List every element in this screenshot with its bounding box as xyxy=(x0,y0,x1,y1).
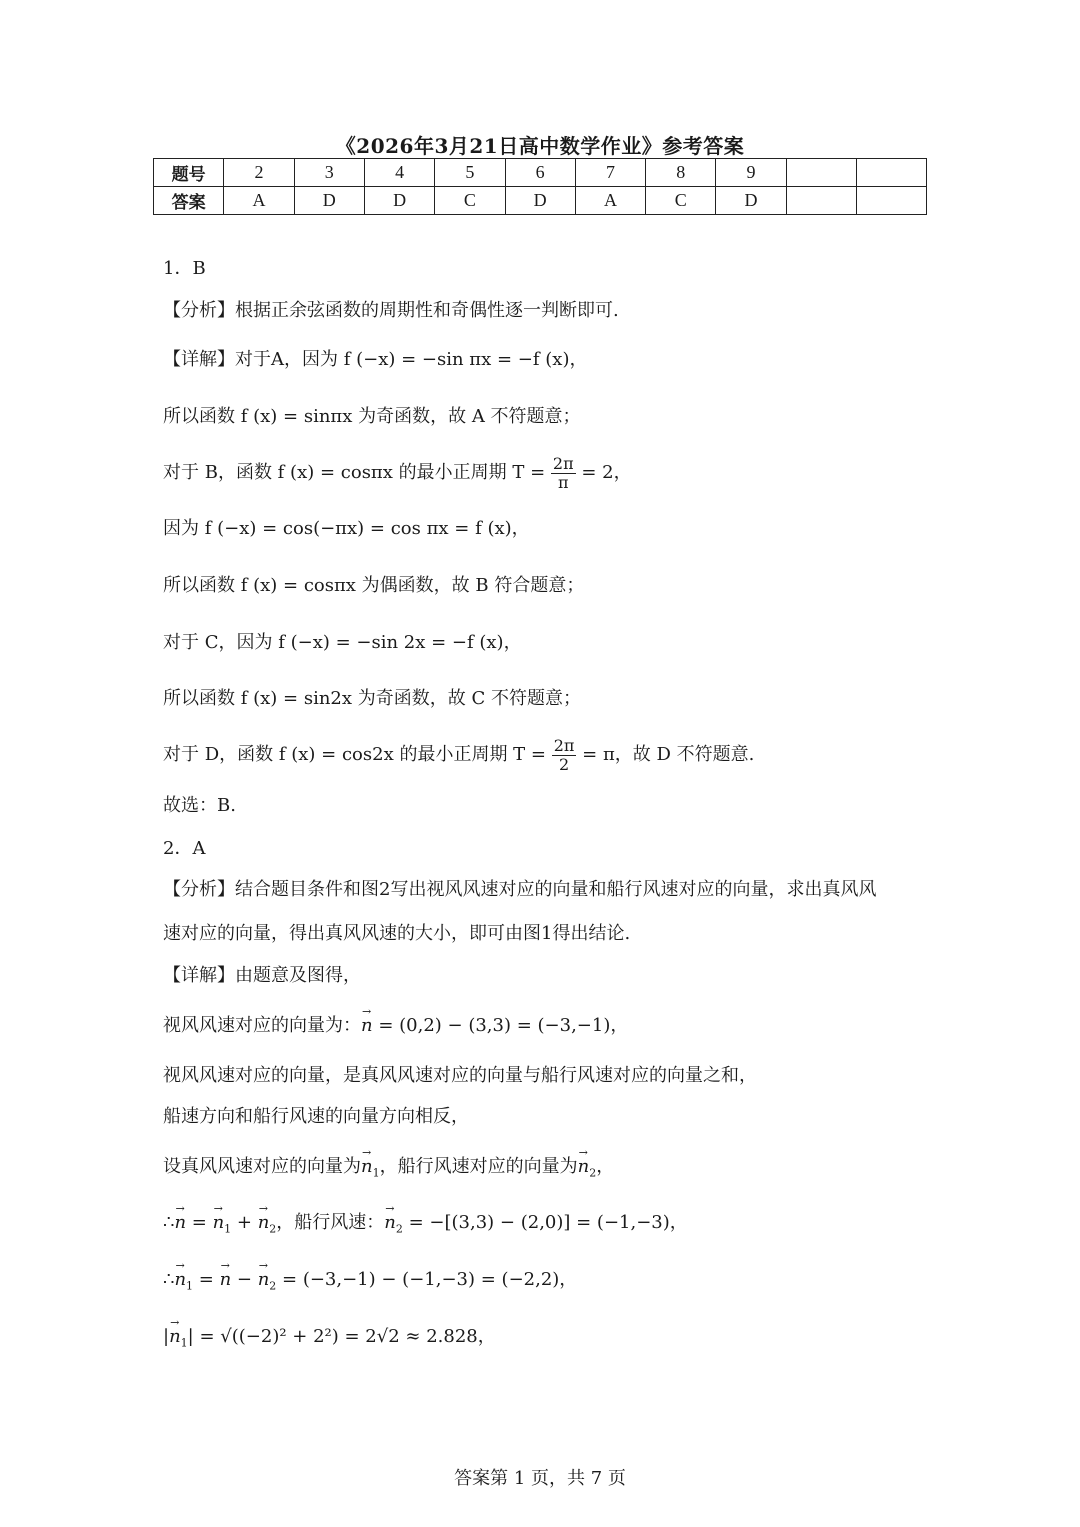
q1-detail-c: 对于 C，因为 f (−x) = −sin 2x = −f (x)， xyxy=(163,632,522,653)
denominator: π xyxy=(558,472,569,492)
numerator: 2π xyxy=(552,453,574,473)
text: 对于 D，函数 f (x) = cos2x 的最小正周期 T = xyxy=(163,744,546,765)
vector-letter: n xyxy=(361,1156,373,1177)
q1-period-d xyxy=(163,735,754,775)
vector-letter: n xyxy=(577,1156,590,1177)
table-cell: C xyxy=(646,187,716,215)
q2-answer: 2．A xyxy=(163,838,206,859)
row-header-number: 题号 xyxy=(154,159,224,187)
vector-n: → n xyxy=(361,1013,373,1039)
table-cell: 3 xyxy=(294,159,364,187)
q2-analysis-line-2: 速对应的向量，得出真风风速的大小，即可由图1得出结论. xyxy=(163,923,631,944)
text: = π，故 D 不符题意. xyxy=(582,744,755,765)
vector-n2 xyxy=(258,1267,277,1300)
table-cell: 4 xyxy=(364,159,434,187)
subscript: 1 xyxy=(372,1166,380,1180)
subscript: 2 xyxy=(395,1222,403,1236)
vector-letter: n xyxy=(169,1326,181,1347)
answer-table xyxy=(153,158,927,215)
fraction xyxy=(551,455,576,492)
vector-letter: n xyxy=(174,1269,187,1290)
table-cell xyxy=(786,159,856,187)
vector-letter: n xyxy=(257,1212,270,1233)
fraction xyxy=(552,737,577,774)
table-row xyxy=(154,187,927,215)
text: = (−3,−1) − (−1,−3) = (−2,2)， xyxy=(276,1269,578,1290)
text: = (0,2) − (3,3) = (−3,−1)， xyxy=(372,1015,629,1036)
table-cell: D xyxy=(364,187,434,215)
vector-letter: n xyxy=(212,1212,225,1233)
table-cell xyxy=(856,159,926,187)
table-cell: D xyxy=(505,187,575,215)
q2-line-1 xyxy=(163,1013,628,1039)
text: ∴ xyxy=(163,1212,175,1233)
text: = 2， xyxy=(581,462,632,483)
text: 设真风风速对应的向量为 xyxy=(163,1156,361,1177)
subscript: 2 xyxy=(269,1279,277,1293)
q2-line-3: 船速方向和船行风速的向量方向相反， xyxy=(163,1106,469,1127)
vector-n1 xyxy=(174,1267,193,1300)
text: 对于 B，函数 f (x) = cosπx 的最小正周期 T = xyxy=(163,462,546,483)
table-cell: D xyxy=(716,187,786,215)
table-cell: A xyxy=(224,187,294,215)
q2-detail: 【详解】由题意及图得， xyxy=(163,965,361,986)
vector-n2 xyxy=(384,1210,403,1243)
table-cell: A xyxy=(575,187,645,215)
vector-letter: n xyxy=(384,1212,396,1233)
table-cell: 7 xyxy=(575,159,645,187)
text: 视风风速对应的向量为： xyxy=(163,1015,361,1036)
q1-conclusion-b: 所以函数 f (x) = cosπx 为偶函数，故 B 符合题意； xyxy=(163,575,585,596)
vector-n: → n xyxy=(220,1267,232,1293)
text: ∴ xyxy=(163,1269,175,1290)
table-cell: 5 xyxy=(435,159,505,187)
subscript: 1 xyxy=(224,1222,232,1236)
q2-line-5: ∴→ n = → $n_1$ + → $n_2$，船行风速：→ $n_2 = -[(3,3) - (2,0)] = (-1,-3)$， xyxy=(163,1210,688,1243)
text: = −[(3,3) − (2,0)] = (−1,−3)， xyxy=(402,1212,688,1233)
q1-choice: 故选：B. xyxy=(163,795,236,816)
table-cell: 8 xyxy=(646,159,716,187)
vector-n1 xyxy=(361,1154,380,1187)
subscript: 2 xyxy=(269,1222,277,1236)
table-cell: 9 xyxy=(716,159,786,187)
page-footer: 答案第 1 页，共 7 页 xyxy=(454,1468,626,1489)
q1-even-b: 因为 f (−x) = cos(−πx) = cos πx = f (x)， xyxy=(163,518,530,539)
vector-n1 xyxy=(169,1324,188,1357)
table-row xyxy=(154,159,927,187)
vector-n1 xyxy=(213,1210,232,1243)
text: ，船行风速对应的向量为 xyxy=(379,1156,578,1177)
table-cell: C xyxy=(435,187,505,215)
vector-n: → n xyxy=(174,1210,186,1236)
table-cell: 2 xyxy=(224,159,294,187)
q2-line-6: ∴→ $n_1$ = → n − → $n_2 = (-3,-1) - (-1,-3) = (-2,2)$， xyxy=(163,1267,577,1300)
text: ， xyxy=(596,1156,615,1177)
q1-period-b xyxy=(163,453,632,493)
vector-letter: n xyxy=(257,1269,270,1290)
q2-analysis-line-1: 【分析】结合题目条件和图2写出视风风速对应的向量和船行风速对应的向量，求出真风风 xyxy=(163,879,877,900)
table-cell xyxy=(786,187,856,215)
table-cell xyxy=(856,187,926,215)
table-cell: D xyxy=(294,187,364,215)
subscript: 1 xyxy=(180,1336,188,1350)
text: = √((−2)² + 2²) = 2√2 ≈ 2.828， xyxy=(193,1326,496,1347)
row-header-answer: 答案 xyxy=(154,187,224,215)
q1-conclusion-c: 所以函数 f (x) = sin2x 为奇函数，故 C 不符题意； xyxy=(163,688,581,709)
denominator: 2 xyxy=(558,754,570,774)
q2-line-7: |→ $n_1| = √((-2)^2 + 2^2) = 2√2 \approx 2.828$， xyxy=(163,1324,496,1357)
page-title: 《2026年3月21日高中数学作业》参考答案 xyxy=(335,134,745,158)
table-cell: 6 xyxy=(505,159,575,187)
subscript: 1 xyxy=(186,1279,194,1293)
q2-line-2: 视风风速对应的向量，是真风风速对应的向量与船行风速对应的向量之和， xyxy=(163,1065,757,1086)
q1-answer: 1．B xyxy=(163,258,206,279)
text: ，船行风速： xyxy=(276,1212,385,1233)
q2-line-4 xyxy=(163,1154,614,1187)
vector-n2 xyxy=(258,1210,277,1243)
vector-n2 xyxy=(578,1154,597,1187)
q1-detail-a: 【详解】对于A，因为 f (−x) = −sin πx = −f (x)， xyxy=(163,349,588,370)
subscript: 2 xyxy=(589,1166,597,1180)
q1-analysis: 【分析】根据正余弦函数的周期性和奇偶性逐一判断即可. xyxy=(163,300,619,321)
numerator: 2π xyxy=(553,735,575,755)
q1-conclusion-a: 所以函数 f (x) = sinπx 为奇函数，故 A 不符题意； xyxy=(163,406,581,427)
